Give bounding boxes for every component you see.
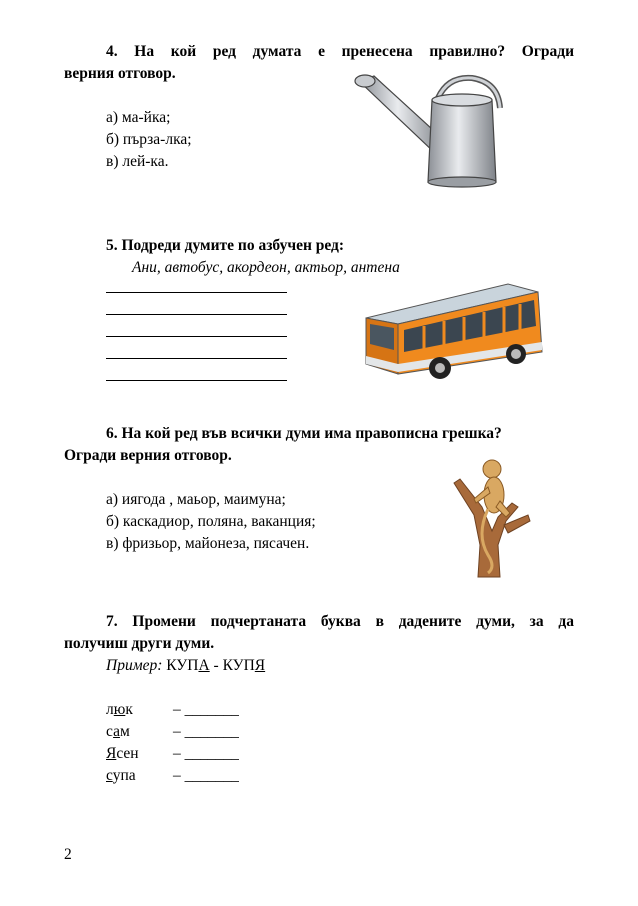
q6-option-b: б) каскадиор, поляна, ваканция; [106, 513, 316, 530]
q7-answer-blank-1[interactable]: – _______ [173, 701, 239, 718]
q4-title-line1: 4. На кой ред думата е пренесена правилно? Огради [106, 43, 574, 60]
q4-option-a: а) ма-йка; [106, 109, 171, 126]
answer-line-5[interactable] [106, 380, 287, 381]
monkey-image [448, 455, 538, 580]
answer-line-4[interactable] [106, 358, 287, 359]
example-word-2: КУПЯ [222, 657, 266, 674]
q7-title-line2: получиш други думи. [64, 635, 215, 652]
example-dash: - [209, 657, 223, 674]
q5-words: Ани, автобус, акордеон, актьор, антена [132, 259, 400, 276]
q6-option-a: а) иягода , маьор, маимуна; [106, 491, 286, 508]
page-number: 2 [64, 846, 72, 863]
q5-title: 5. Подреди думите по азбучен ред: [106, 237, 345, 254]
q6-option-c: в) фризьор, майонеза, пясачен. [106, 535, 310, 552]
answer-line-1[interactable] [106, 292, 287, 293]
q4-option-c: в) лей-ка. [106, 153, 169, 170]
q7-word: Ясен [106, 745, 139, 762]
q7-row-4 [106, 765, 136, 787]
example-word-1: КУПА [166, 657, 210, 674]
q6-title-line2: Огради верния отговор. [64, 447, 232, 464]
q7-row-3 [106, 743, 139, 765]
q7-answer-blank-2[interactable]: – _______ [173, 723, 239, 740]
q7-example [106, 657, 265, 675]
q7-title-line1: 7. Промени подчертаната буква в дадените думи, за да [106, 613, 574, 630]
bus-image [358, 278, 550, 388]
q7-answer-blank-3[interactable]: – _______ [173, 745, 239, 762]
q7-answer-blank-4[interactable]: – _______ [173, 767, 239, 784]
q7-row-2 [106, 721, 130, 743]
q7-word: супа [106, 767, 136, 784]
answer-line-2[interactable] [106, 314, 287, 315]
answer-line-3[interactable] [106, 336, 287, 337]
q4-title-line2: верния отговор. [64, 65, 176, 82]
example-label: Пример: [106, 657, 163, 674]
q7-row-1 [106, 699, 133, 721]
q7-word: сам [106, 723, 130, 740]
q4-option-b: б) пърза-лка; [106, 131, 192, 148]
watering-can-image [340, 70, 510, 190]
q7-word: люк [106, 701, 133, 718]
q6-title-line1: 6. На кой ред във всички думи има правописна грешка? [106, 425, 502, 442]
